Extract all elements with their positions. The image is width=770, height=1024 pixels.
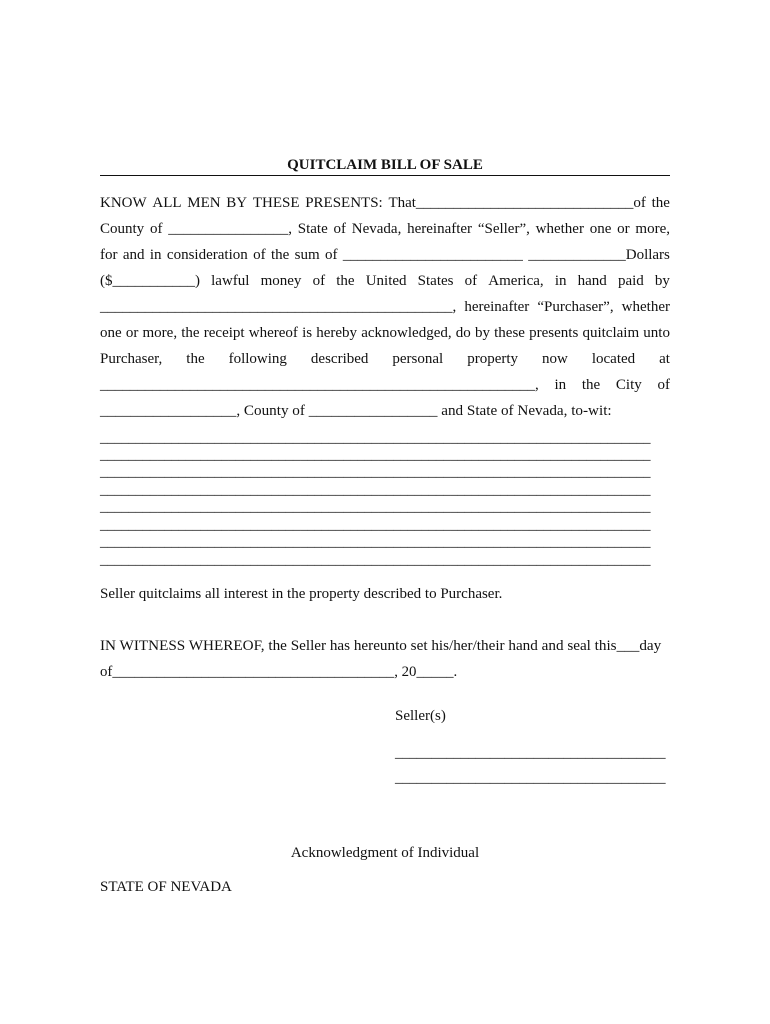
word: KNOW [100, 195, 147, 211]
body-line-4 [100, 271, 670, 291]
word: receipt [203, 325, 245, 341]
word: the [181, 325, 200, 341]
word: County [100, 221, 145, 237]
body-line-7 [100, 349, 670, 369]
word: That_____________________________of [388, 195, 646, 211]
word: the [186, 351, 205, 367]
word: money [260, 273, 302, 289]
word: City [615, 377, 642, 393]
description-line[interactable]: _____________________________________________________________________________ [100, 534, 651, 550]
word: United [365, 273, 407, 289]
word: quitclaim [582, 325, 640, 341]
word: BY [226, 195, 248, 211]
word: personal [392, 351, 444, 367]
word: of [325, 247, 338, 263]
witness-date-line: of______________________________________, 20_____. [100, 664, 458, 680]
description-line[interactable]: _____________________________________________________________________________ [100, 447, 651, 463]
word: now [542, 351, 568, 367]
word: consideration [166, 247, 248, 263]
word: ________________________ [342, 247, 523, 263]
state-label: STATE OF NEVADA [100, 879, 232, 895]
word: by [474, 325, 490, 341]
witness-line-1: IN WITNESS WHEREOF, the Seller has hereunto set his/her/their hand and seal this___day [100, 638, 662, 654]
body-line-2 [100, 219, 670, 239]
word: the [651, 195, 670, 211]
word: described [310, 351, 369, 367]
word: ($___________) [100, 273, 200, 289]
word: whether [535, 221, 584, 237]
word: of [657, 377, 670, 393]
word: at [659, 351, 670, 367]
body-line-6 [100, 323, 670, 343]
word: paid [617, 273, 644, 289]
word: __________________________________________________________, [100, 377, 539, 393]
word: _______________________________________________, [100, 299, 457, 315]
body-line-1 [100, 193, 670, 213]
word: sum [294, 247, 320, 263]
word: located [591, 351, 636, 367]
word: the [270, 247, 290, 263]
description-line[interactable]: _____________________________________________________________________________ [100, 552, 651, 568]
word: one [100, 325, 122, 341]
word: more, [635, 221, 670, 237]
word: hereinafter [407, 221, 473, 237]
word: lawful [211, 273, 250, 289]
word: unto [643, 325, 670, 341]
word: whereof [248, 325, 298, 341]
word: of [312, 273, 326, 289]
word: more, [142, 325, 178, 341]
word: the [336, 273, 355, 289]
word: or [125, 325, 139, 341]
word: whether [621, 299, 670, 315]
body-line-5 [100, 297, 670, 317]
word: of [333, 221, 346, 237]
word: “Purchaser”, [537, 299, 614, 315]
word: the [581, 377, 601, 393]
word: ________________, [168, 221, 292, 237]
word: do [455, 325, 471, 341]
description-line[interactable]: _____________________________________________________________________________ [100, 482, 651, 498]
word: and [122, 247, 145, 263]
word: these [494, 325, 525, 341]
description-line[interactable]: _____________________________________________________________________________ [100, 430, 651, 446]
word: property [467, 351, 519, 367]
word: following [228, 351, 287, 367]
word: one [589, 221, 612, 237]
word: “Seller”, [477, 221, 530, 237]
word: THESE [252, 195, 300, 211]
quitclaim-statement: Seller quitclaims all interest in the property described to Purchaser. [100, 586, 503, 602]
document-title: QUITCLAIM BILL OF SALE [287, 157, 483, 173]
word: PRESENTS: [305, 195, 383, 211]
body-line-3 [100, 245, 670, 265]
word: hereinafter [464, 299, 530, 315]
word: or [617, 221, 630, 237]
word: acknowledged, [361, 325, 452, 341]
acknowledgment-heading: Acknowledgment of Individual [290, 845, 480, 861]
word: Purchaser, [100, 351, 163, 367]
word: hereby [316, 325, 358, 341]
description-line[interactable]: _____________________________________________________________________________ [100, 517, 651, 533]
word: in [554, 377, 567, 393]
word: hand [577, 273, 607, 289]
seller-signature-line[interactable]: _____________________________________ [395, 745, 666, 761]
body-line-9: __________________, County of _________________ and State of Nevada, to-wit: [100, 403, 612, 419]
word: of [149, 221, 163, 237]
word: _____________Dollars [528, 247, 670, 263]
body-line-8 [100, 375, 670, 395]
title-underline [100, 175, 670, 176]
word: for [100, 247, 118, 263]
word: presents [529, 325, 579, 341]
seller-label: Seller(s) [395, 708, 446, 724]
word: by [654, 273, 670, 289]
description-line[interactable]: _____________________________________________________________________________ [100, 464, 651, 480]
word: Nevada, [351, 221, 402, 237]
word: in [149, 247, 162, 263]
word: is [302, 325, 313, 341]
word: of [253, 247, 266, 263]
description-line[interactable]: _____________________________________________________________________________ [100, 499, 651, 515]
word: of [464, 273, 478, 289]
word: in [554, 273, 567, 289]
word: ALL [152, 195, 182, 211]
word: America, [488, 273, 544, 289]
word: State [297, 221, 328, 237]
word: States [417, 273, 454, 289]
word: MEN [187, 195, 221, 211]
seller-signature-line[interactable]: _____________________________________ [395, 770, 666, 786]
